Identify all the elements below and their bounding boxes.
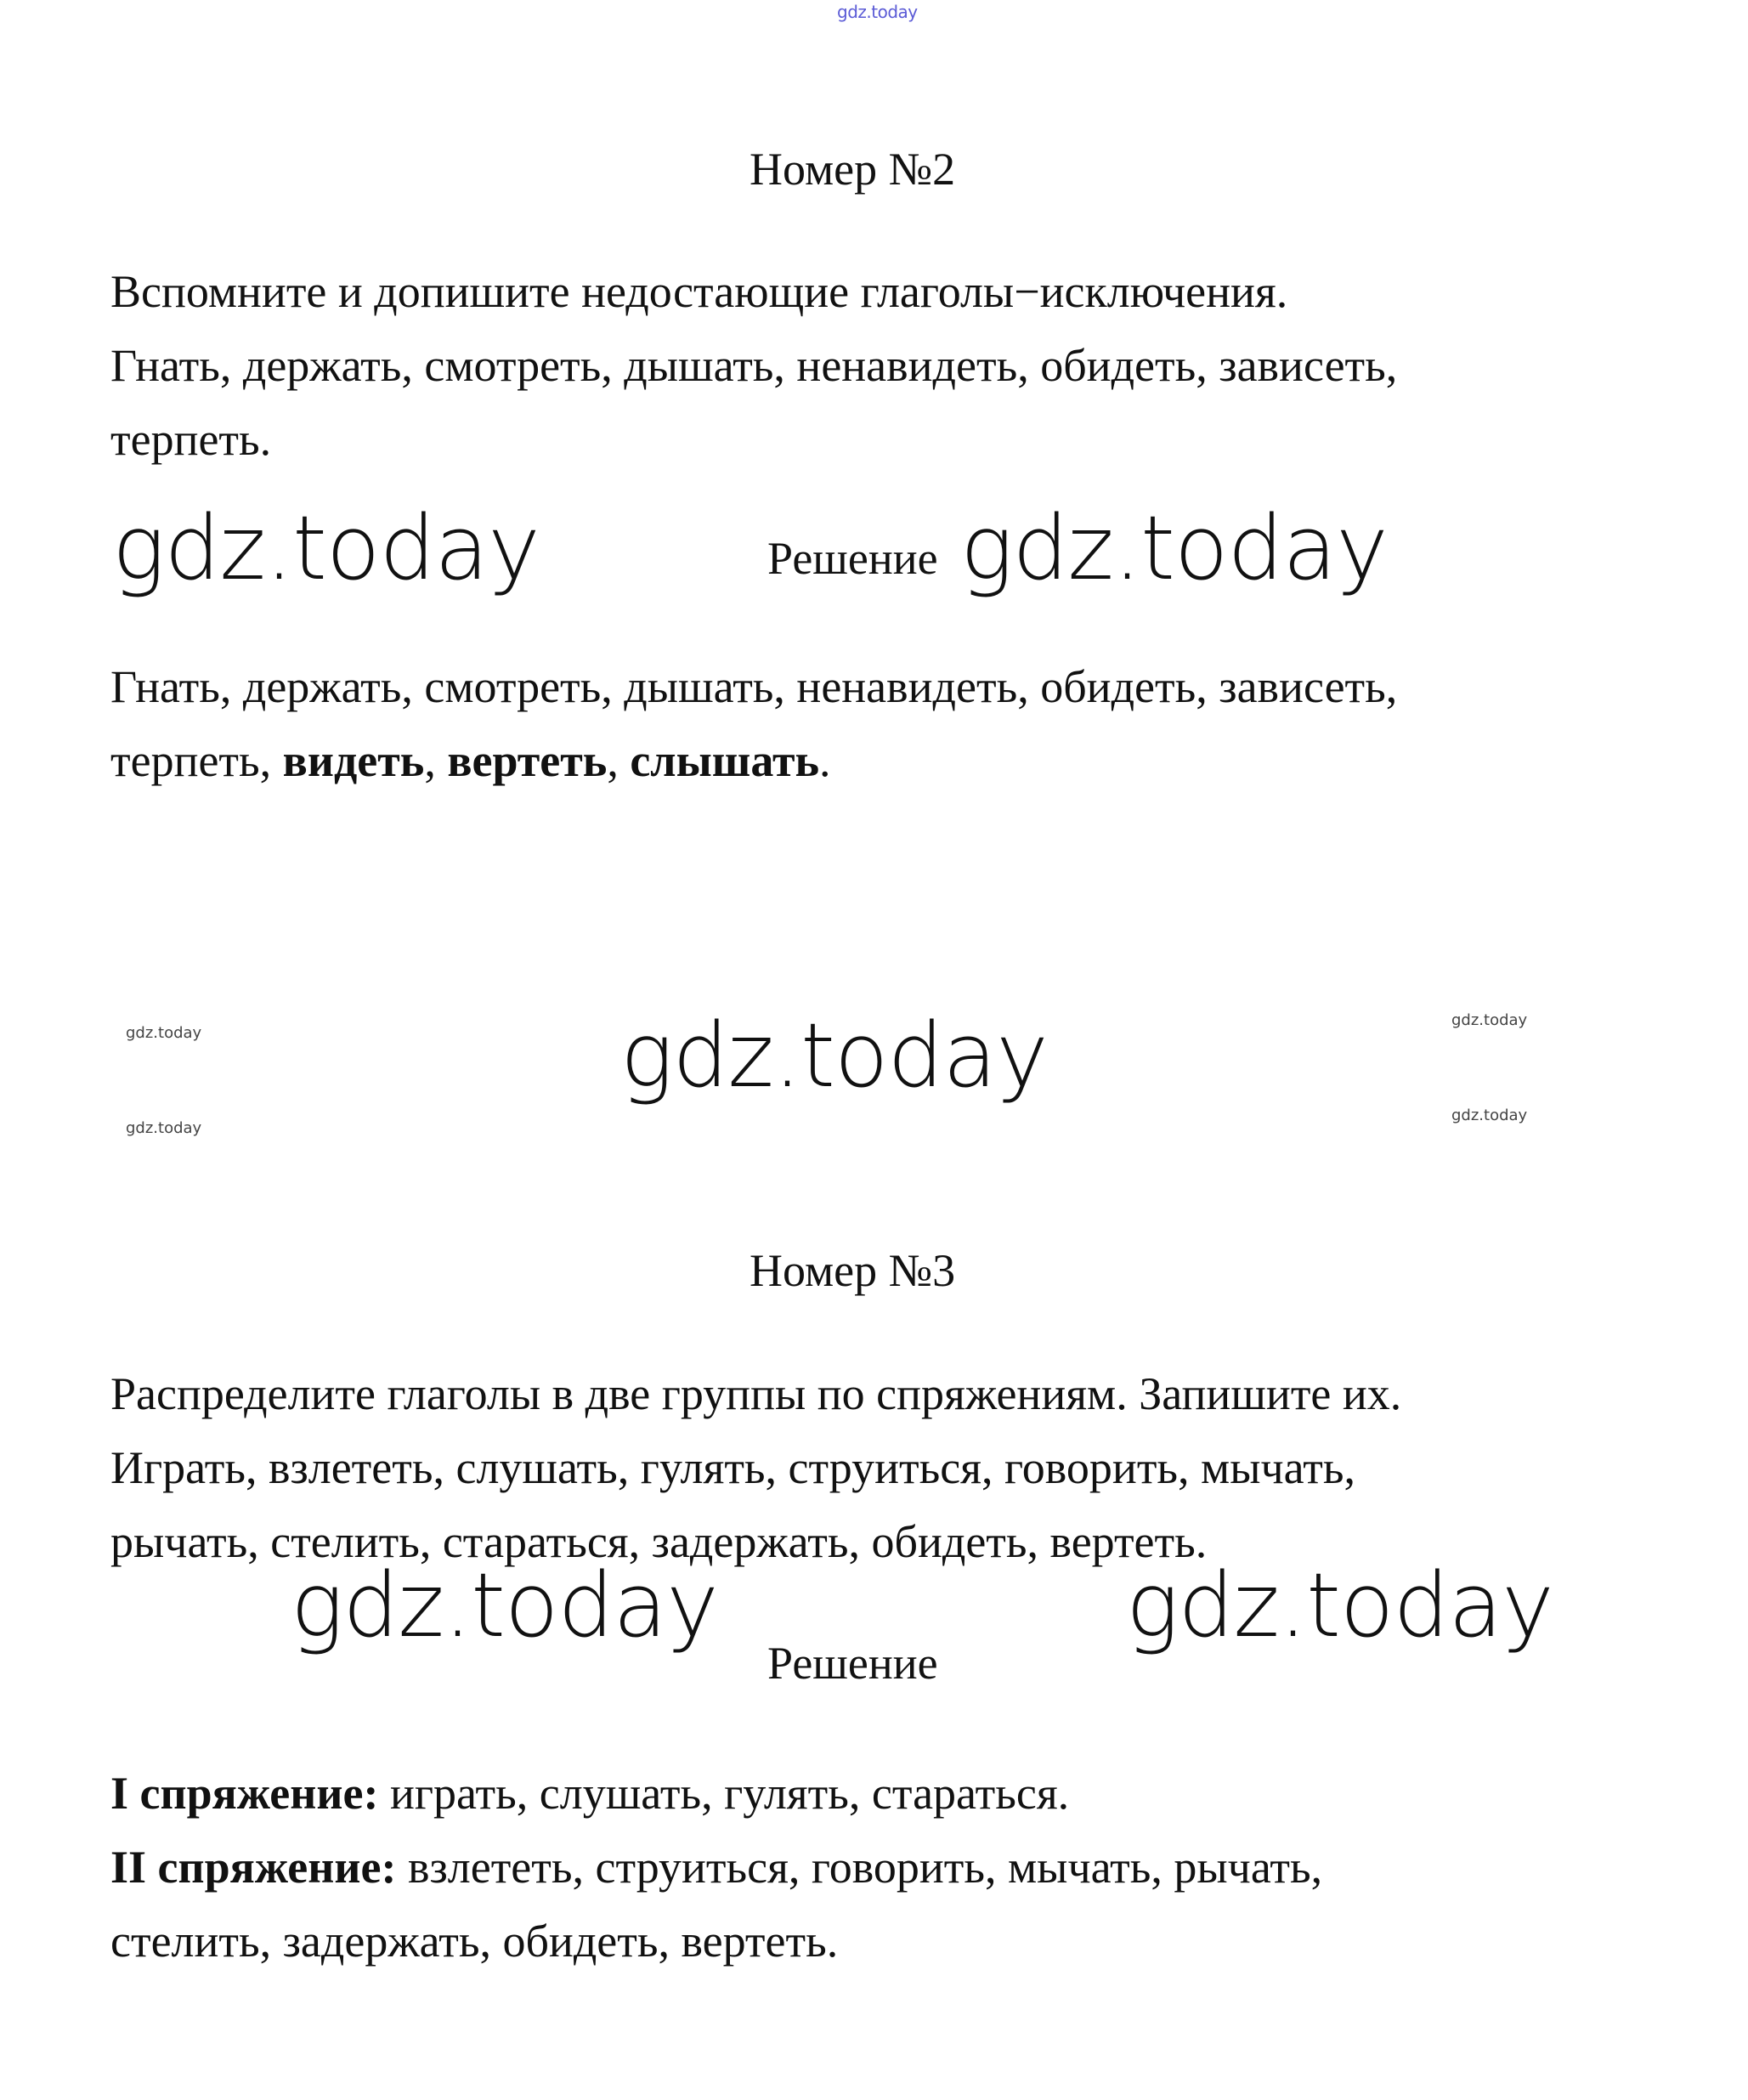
watermark-large: gdz.today	[291, 1554, 718, 1657]
task3-prompt-line3: рычать, стелить, стараться, задержать, обидеть, вертеть.	[110, 1516, 1208, 1567]
watermark-large: gdz.today	[960, 496, 1388, 600]
task2-answer-line2	[110, 724, 1640, 798]
task3-prompt-line2: Играть, взлететь, слушать, гулять, струиться, говорить, мычать,	[110, 1442, 1355, 1493]
task2-prompt-line3: терпеть.	[110, 414, 272, 465]
watermark-small: gdz.today	[1451, 1011, 1528, 1029]
watermark-small: gdz.today	[126, 1024, 202, 1042]
added-verb: вертеть	[447, 735, 608, 786]
task2-prompt-line2: Гнать, держать, смотреть, дышать, ненавидеть, обидеть, зависеть,	[110, 340, 1398, 391]
task2-heading: Номер №2	[750, 144, 956, 195]
task3-prompt-line1: Распределите глаголы в две группы по спряжениям. Запишите их.	[110, 1368, 1402, 1419]
task2-answer	[110, 650, 1640, 798]
task2-prompt-line1: Вспомните и допишите недостающие глаголы−исключения.	[110, 266, 1288, 317]
added-verb: слышать	[630, 735, 820, 786]
watermark-large: gdz.today	[1126, 1554, 1553, 1657]
end-period: .	[819, 735, 831, 786]
watermark-large: gdz.today	[112, 496, 540, 600]
separator: ,	[607, 735, 631, 786]
group2-label: II спряжение:	[110, 1842, 397, 1893]
group2-line-cont: стелить, задержать, обидеть, вертеть.	[110, 1916, 839, 1967]
watermark-small: gdz.today	[126, 1119, 202, 1137]
watermark-top: gdz.today	[837, 2, 918, 22]
task3-answer	[110, 1757, 1640, 1978]
separator: ,	[424, 735, 448, 786]
watermark-large: gdz.today	[620, 1004, 1048, 1107]
watermark-small: gdz.today	[1451, 1107, 1528, 1124]
added-verb: видеть	[282, 735, 425, 786]
task2-prompt	[110, 255, 1640, 477]
answer-text: терпеть,	[110, 735, 283, 786]
group2-words: взлететь, струиться, говорить, мычать, рычать,	[396, 1842, 1323, 1893]
task2-answer-line1: Гнать, держать, смотреть, дышать, ненавидеть, обидеть, зависеть,	[110, 661, 1398, 712]
group1-words: играть, слушать, гулять, стараться.	[378, 1768, 1070, 1819]
task2-solution-label: Решение	[767, 533, 938, 584]
task3-prompt	[110, 1357, 1640, 1579]
group1-label: I спряжение:	[110, 1768, 379, 1819]
task3-solution-label: Решение	[767, 1638, 938, 1689]
group2-line	[110, 1831, 1640, 1905]
group1-line	[110, 1757, 1640, 1831]
task3-heading: Номер №3	[750, 1245, 956, 1296]
